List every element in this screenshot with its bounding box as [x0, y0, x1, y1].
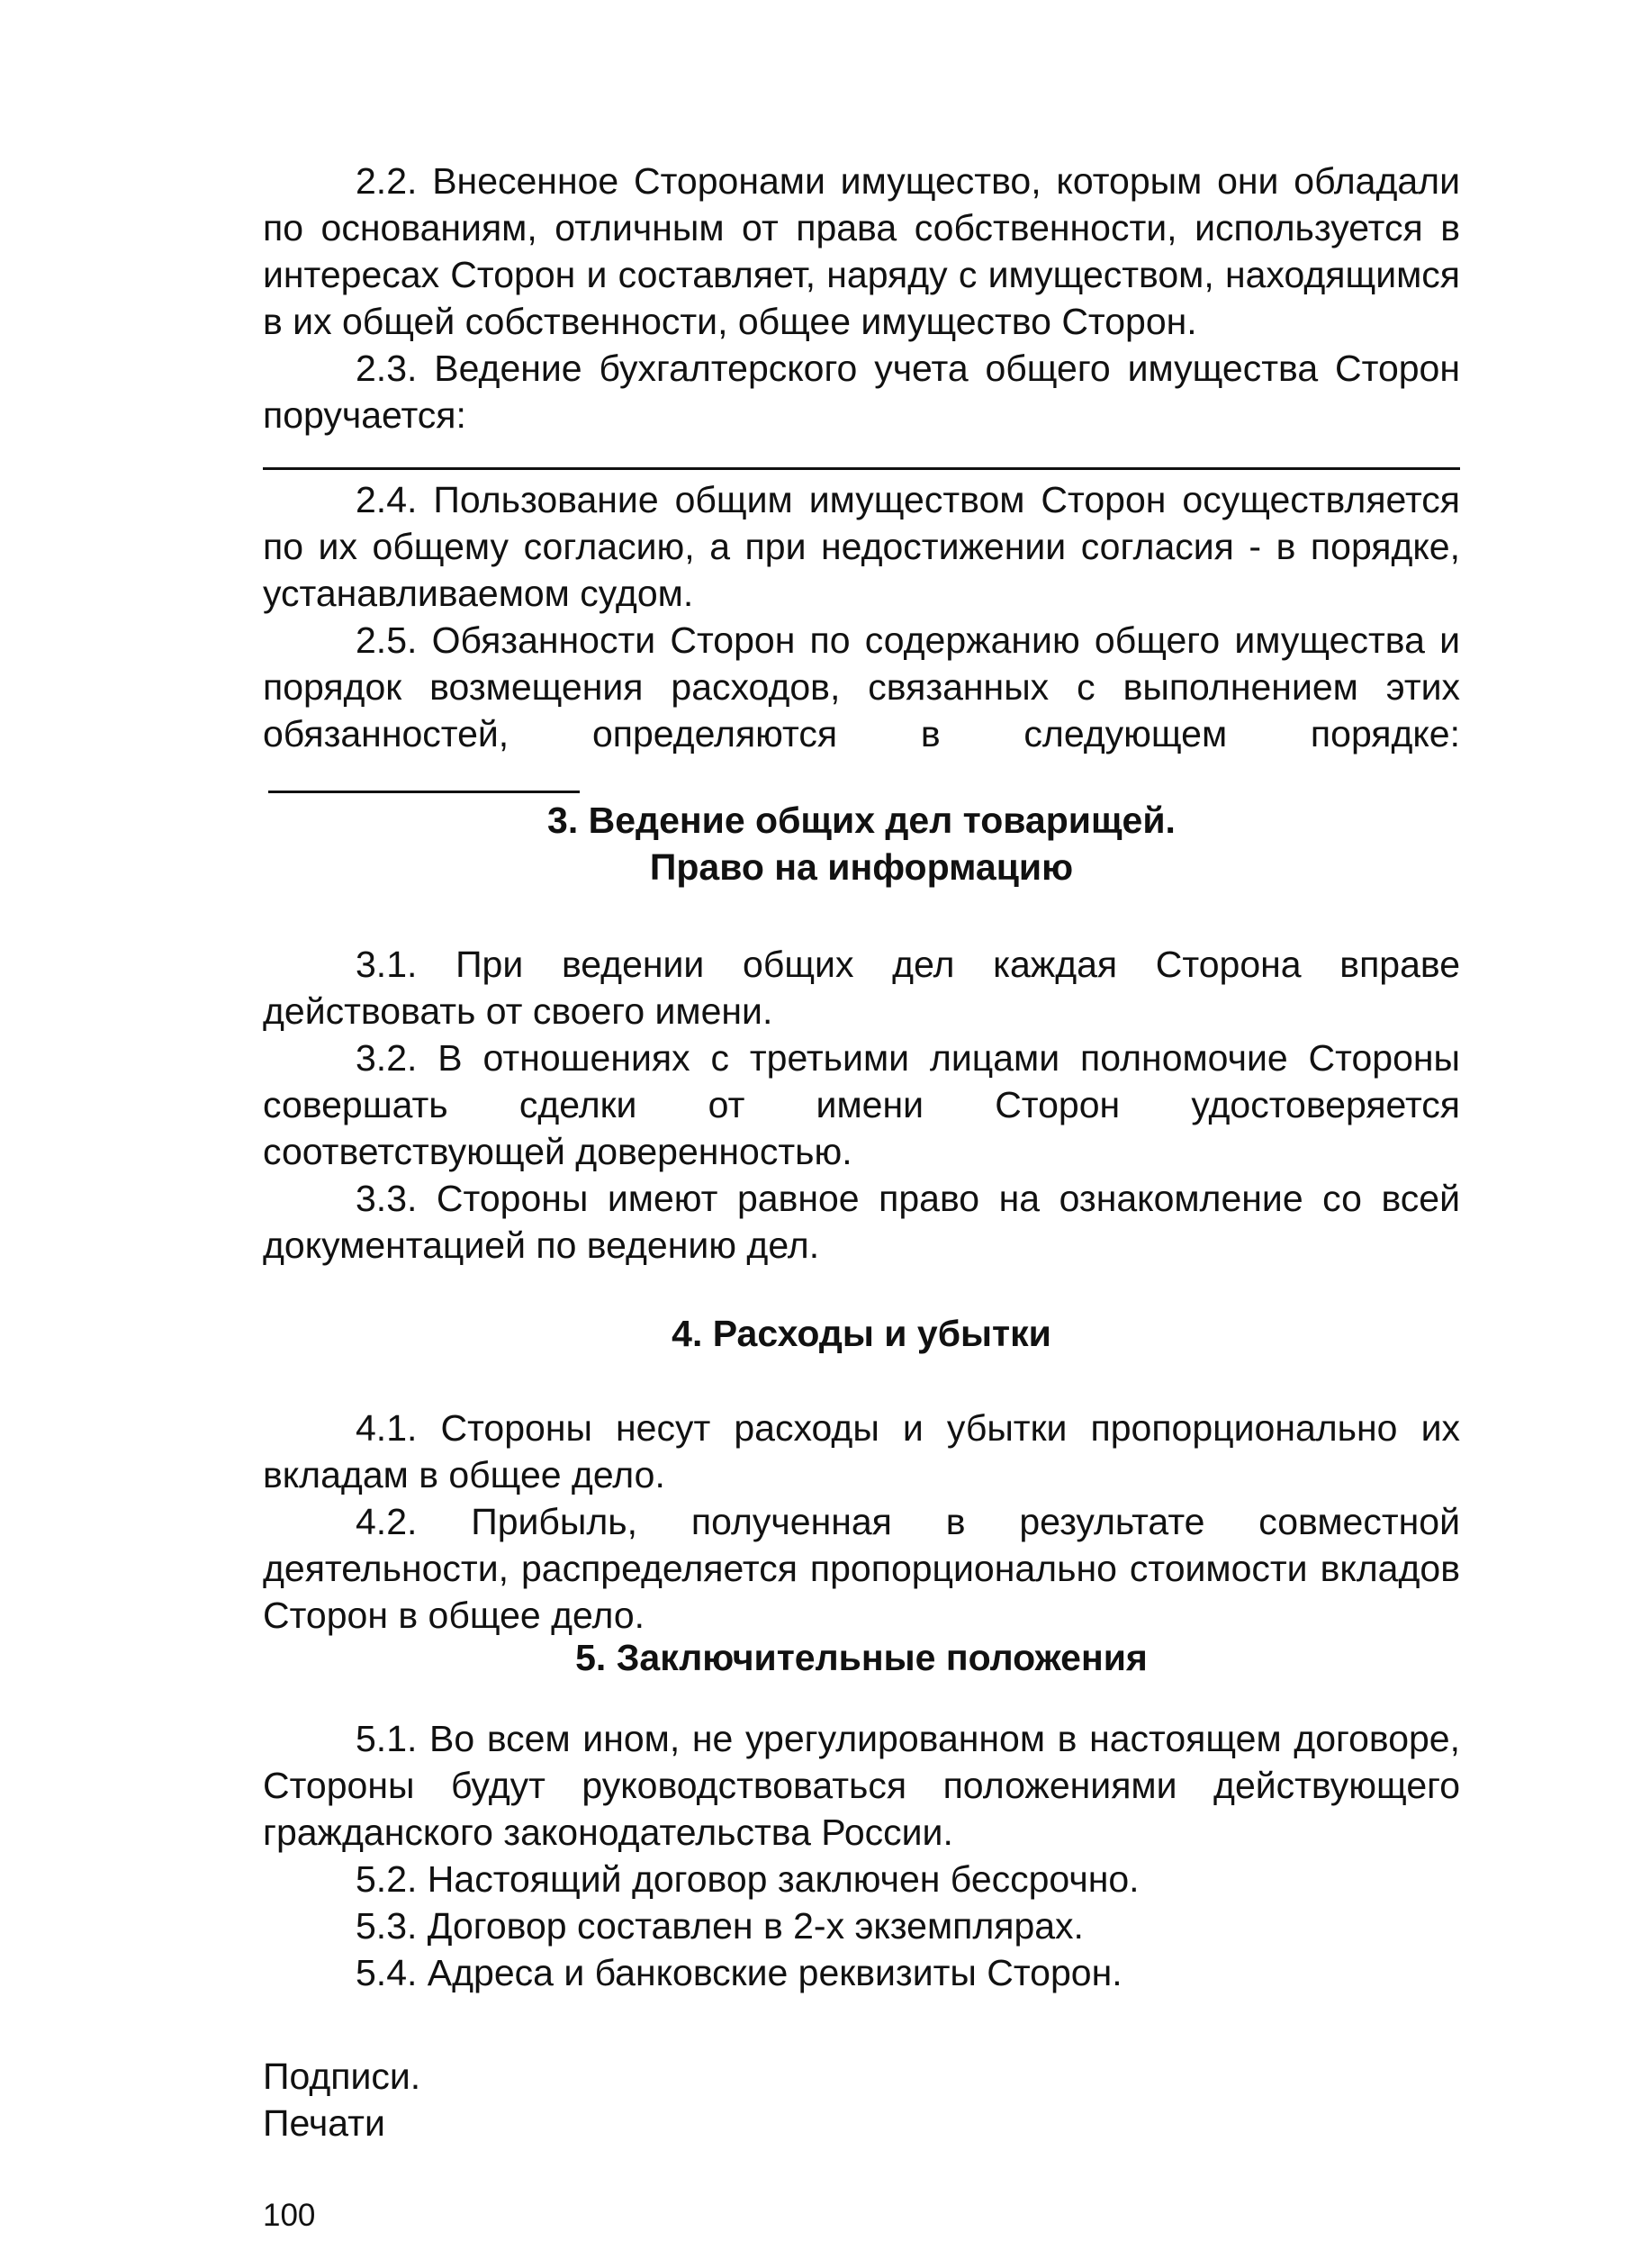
paragraph-2-2: 2.2. Внесенное Сторонами имущество, которым они обладали по основаниям, отличным от права собственности, используется в интересах Сторон и составляет, наряду с имуществом, находящимся в их общей собственности, общее имущество Сторон. — [263, 160, 1460, 342]
signatures-label: Подписи. — [263, 2056, 421, 2097]
paragraph-5-2: 5.2. Настоящий договор заключен бессрочно. — [356, 1858, 1140, 1900]
paragraph-5-4: 5.4. Адреса и банковские реквизиты Сторон. — [356, 1952, 1123, 1993]
section-5-heading: 5. Заключительные положения — [575, 1637, 1148, 1678]
fill-in-blank — [268, 758, 580, 793]
section-3-heading-line2: Право на информацию — [649, 846, 1074, 888]
page-number: 100 — [263, 2198, 316, 2233]
paragraph-2-5-text: 2.5. Обязанности Сторон по содержанию общего имущества и порядок возмещения расходов, связанных с выполнением этих обязанностей, определяются в следующем порядке: — [263, 619, 1460, 754]
paragraph-3-1: 3.1. При ведении общих дел каждая Сторона вправе действовать от своего имени. — [263, 944, 1460, 1032]
paragraph-3-2: 3.2. В отношениях с третьими лицами полномочие Стороны совершать сделки от имени Сторон удостоверяется соответствующей доверенностью. — [263, 1037, 1460, 1172]
paragraph-2-5 — [263, 617, 1460, 804]
section-3-heading-line1: 3. Ведение общих дел товарищей. — [547, 800, 1176, 841]
paragraph-2-4: 2.4. Пользование общим имуществом Сторон осуществляется по их общему согласию, а при недостижении согласия - в порядке, устанавливаемом судом. — [263, 479, 1460, 614]
paragraph-4-1: 4.1. Стороны несут расходы и убытки пропорционально их вкладам в общее дело. — [263, 1407, 1460, 1495]
paragraph-4-2: 4.2. Прибыль, полученная в результате совместной деятельности, распределяется пропорционально стоимости вкладов Сторон в общее дело. — [263, 1501, 1460, 1636]
fill-in-line — [263, 467, 1460, 470]
paragraph-3-3: 3.3. Стороны имеют равное право на ознакомление со всей документацией по ведению дел. — [263, 1178, 1460, 1266]
section-4-heading: 4. Расходы и убытки — [672, 1313, 1051, 1354]
paragraph-5-1: 5.1. Во всем ином, не урегулированном в настоящем договоре, Стороны будут руководствоваться положениями действующего гражданского законодательства России. — [263, 1718, 1460, 1853]
seals-label: Печати — [263, 2102, 385, 2144]
document-page — [263, 158, 1460, 2233]
paragraph-2-3: 2.3. Ведение бухгалтерского учета общего имущества Сторон поручается: — [263, 348, 1460, 436]
paragraph-5-3: 5.3. Договор составлен в 2-х экземплярах. — [356, 1905, 1084, 1947]
